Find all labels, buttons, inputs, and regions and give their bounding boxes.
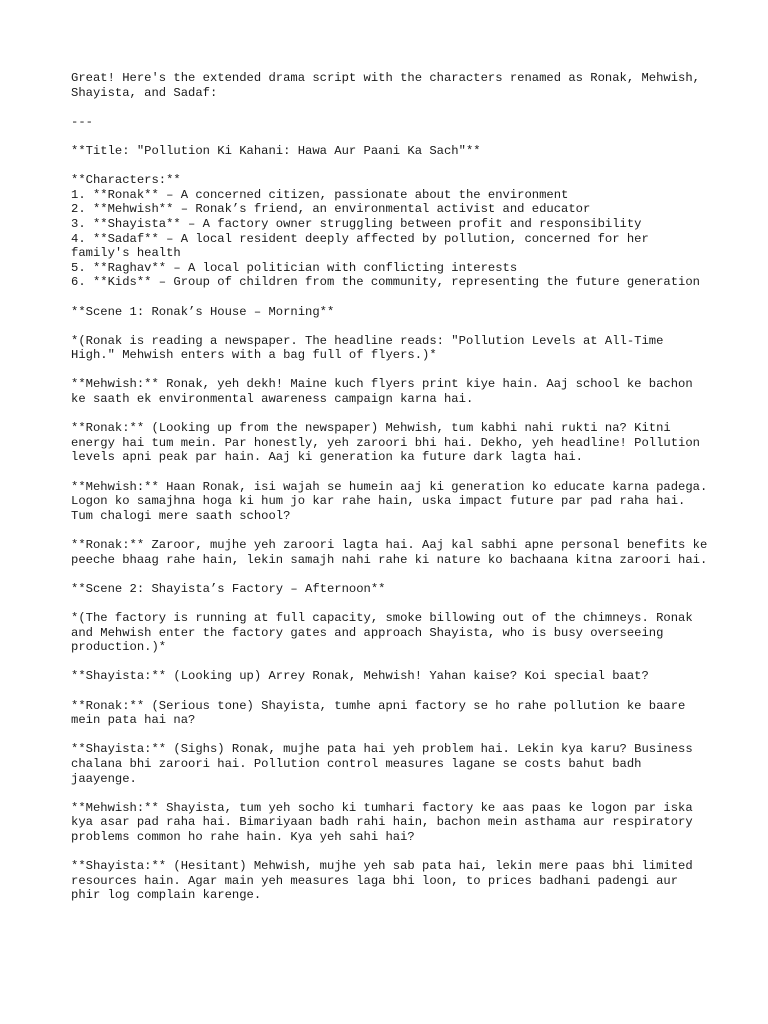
scene1-stage-direction: *(Ronak is reading a newspaper. The headline reads: "Pollution Levels at All-Time High." Mehwish enters with a bag full of flyers.)* — [71, 333, 671, 363]
script-title: **Title: "Pollution Ki Kahani: Hawa Aur Paani Ka Sach"** — [71, 143, 481, 158]
dialogue-line: **Ronak:** Zaroor, mujhe yeh zaroori lagta hai. Aaj kal sabhi apne personal benefits ke peeche bhaag rahe hain, lekin samajh nahi rahe ki nature ko bachaana kitna zaroori hai. — [71, 538, 715, 567]
character-item: 1. **Ronak** – A concerned citizen, passionate about the environment — [71, 187, 569, 202]
character-item: 6. **Kids** – Group of children from the community, representing the future generation — [71, 275, 700, 290]
document-page — [71, 71, 715, 917]
dialogue-line: **Shayista:** (Sighs) Ronak, mujhe pata hai yeh problem hai. Lekin kya karu? Business chalana bhi zaroori hai. Pollution control measures lagane se costs bahut badh jaayenge. — [71, 742, 700, 786]
characters-list — [71, 173, 711, 290]
dialogue-line: **Shayista:** (Hesitant) Mehwish, mujhe yeh sab pata hai, lekin mere paas bhi limited resources hain. Agar main yeh measures laga bhi loon, to prices badhani padengi aur phir log complain karenge. — [71, 859, 700, 903]
character-item: 3. **Shayista** – A factory owner struggling between profit and responsibility — [71, 216, 642, 231]
characters-heading: **Characters:** — [71, 173, 181, 188]
intro-paragraph: Great! Here's the extended drama script with the characters renamed as Ronak, Mehwish, Shayista, and Sadaf: — [71, 71, 708, 100]
separator: --- — [71, 114, 93, 129]
scene1-heading: **Scene 1: Ronak’s House – Morning** — [71, 304, 335, 319]
scene2-stage-direction: *(The factory is running at full capacity, smoke billowing out of the chimneys. Ronak and Mehwish enter the factory gates and approach Shayista, who is busy overseeing production.)* — [71, 610, 700, 655]
dialogue-line: **Mehwish:** Shayista, tum yeh socho ki tumhari factory ke aas paas ke logon par iska kya asar pad raha hai. Bimariyaan badh rahi hain, bachon mein asthama aur respiratory problems common ho rahe hain. Kya yeh sahi hai? — [71, 800, 700, 844]
dialogue-line: **Mehwish:** Ronak, yeh dekh! Maine kuch flyers print kiye hain. Aaj school ke bachon ke saath ek environmental awareness campaign karna hai. — [71, 377, 700, 407]
dialogue-line: **Shayista:** (Looking up) Arrey Ronak, Mehwish! Yahan kaise? Koi special baat? — [71, 669, 649, 684]
scene2-heading: **Scene 2: Shayista’s Factory – Afternoon** — [71, 581, 386, 596]
character-item: 2. **Mehwish** – Ronak’s friend, an environmental activist and educator — [71, 202, 591, 217]
dialogue-line: **Ronak:** (Serious tone) Shayista, tumhe apni factory se ho rahe pollution ke baare mein pata hai na? — [71, 698, 693, 728]
dialogue-line: **Mehwish:** Haan Ronak, isi wajah se humein aaj ki generation ko educate karna padega. Logon ko samajhna hoga ki hum jo kar rahe hain, uska impact future par pad raha hai. Tum chalogi mere saath school? — [71, 479, 715, 523]
character-item: 5. **Raghav** – A local politician with conflicting interests — [71, 260, 518, 275]
dialogue-line: **Ronak:** (Looking up from the newspaper) Mehwish, tum kabhi nahi rukti na? Kitni energy hai tum mein. Par honestly, yeh zaroori bhi hai. Dekho, yeh headline! Pollution levels apni peak par hain. Aaj ki generation ka future dark lagta hai. — [71, 421, 708, 465]
character-item: 4. **Sadaf** – A local resident deeply affected by pollution, concerned for her family's health — [71, 231, 657, 261]
